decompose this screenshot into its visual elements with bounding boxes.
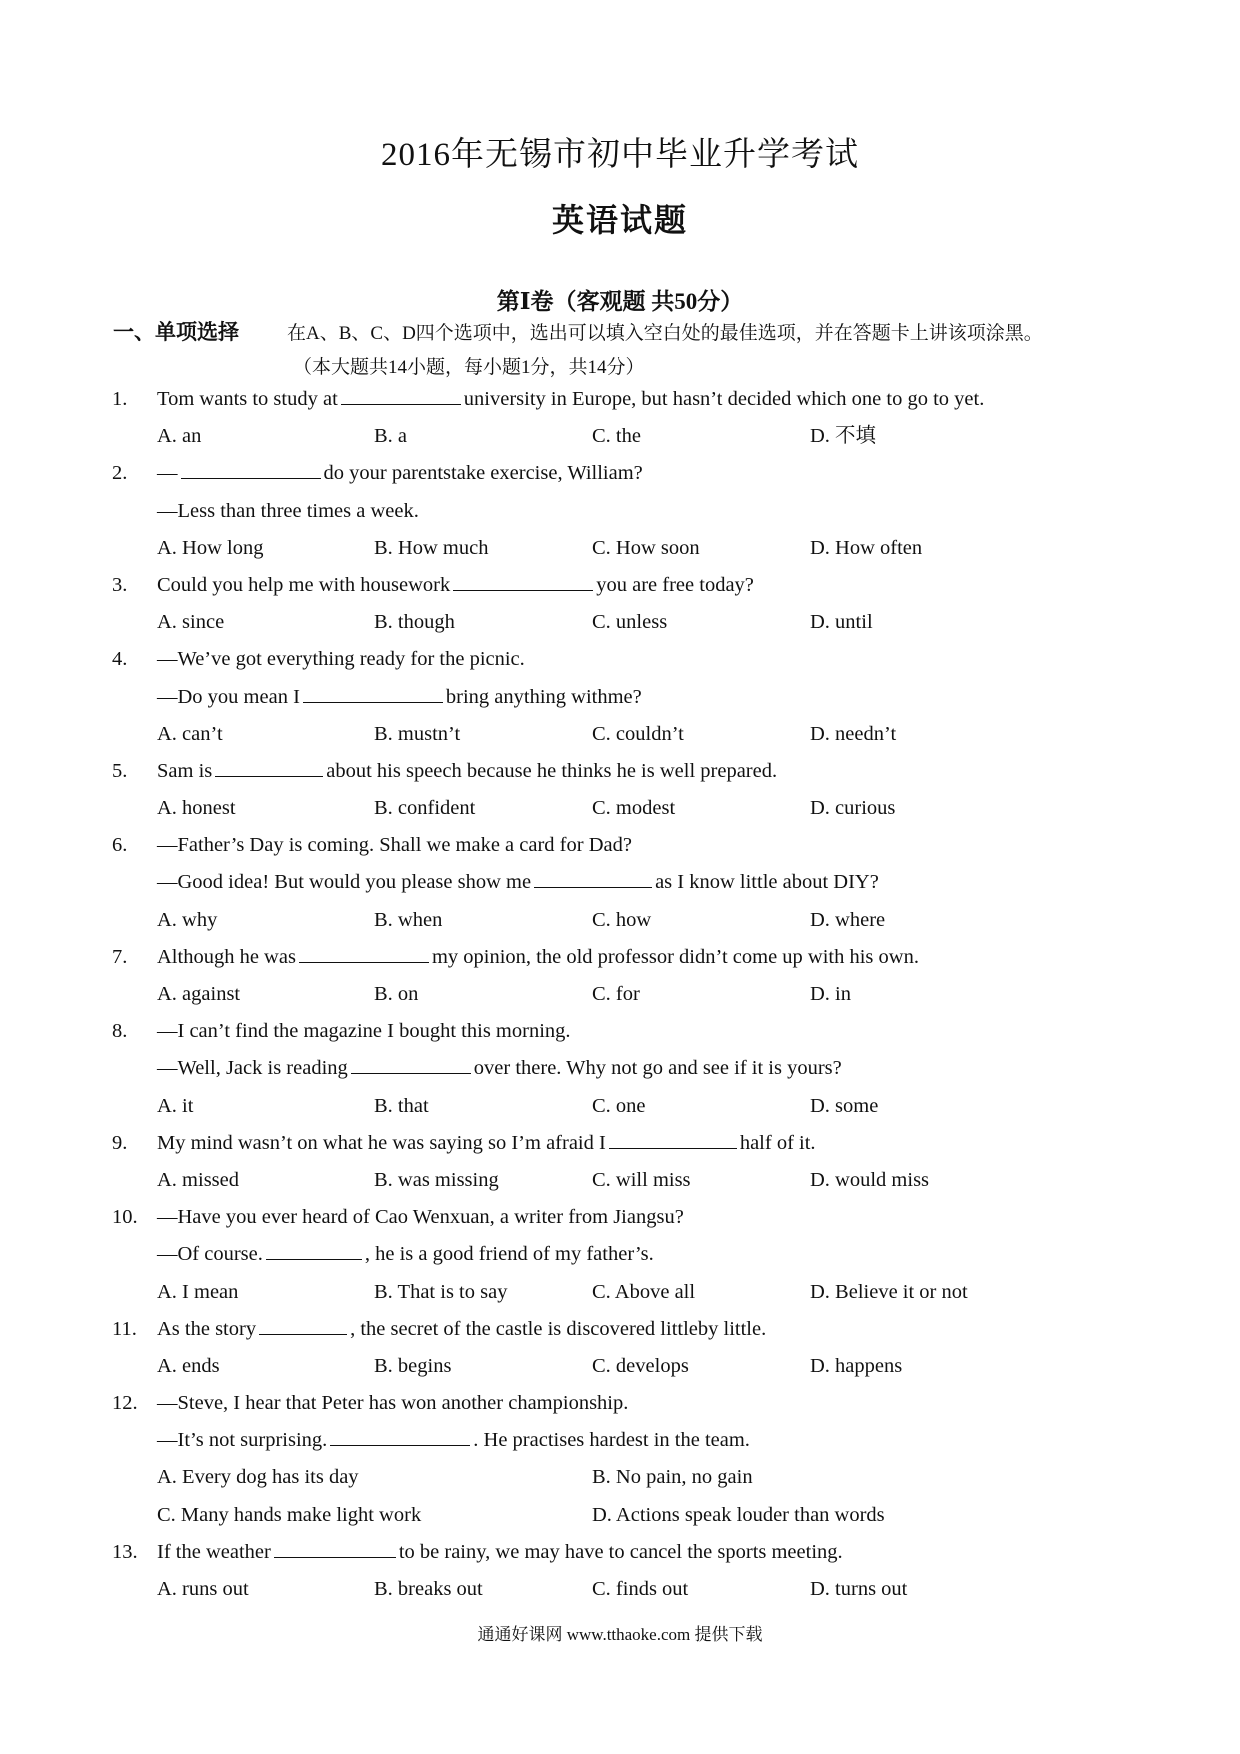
answer-blank: [609, 1147, 737, 1149]
question-line: [0, 1125, 1240, 1162]
question-text: [157, 1534, 843, 1571]
question-text-post: my opinion, the old professor didn’t come up with his own.: [431, 945, 919, 968]
question-text-pre: —We’ve got everything ready for the picnic.: [157, 648, 525, 671]
question-line: [0, 753, 1240, 790]
question-text-pre: Could you help me with housework: [157, 573, 451, 596]
question-line: [0, 641, 1240, 678]
answer-blank: [453, 589, 593, 591]
question-number: 6.: [112, 834, 128, 857]
option-b: B. breaks out: [374, 1578, 483, 1600]
option-d: D. 不填: [810, 425, 877, 448]
option-a: A. How long: [157, 536, 264, 559]
options-row: [0, 716, 1240, 753]
option-d: D. in: [810, 983, 851, 1005]
paper-part-heading: 第Ⅰ卷（客观题 共50分）: [496, 289, 744, 314]
option-d: D. Actions speak louder than words: [592, 1503, 885, 1526]
answer-blank: [274, 1556, 396, 1558]
question-text-pre: —Father’s Day is coming. Shall we make a card for Dad?: [157, 834, 632, 857]
option-b: B. begins: [374, 1354, 452, 1377]
question-text-post: bring anything withme?: [445, 685, 642, 708]
question-text: [157, 493, 419, 530]
option-a: A. an: [157, 425, 202, 448]
question-number: 11.: [112, 1317, 137, 1340]
option-c: C. for: [592, 983, 640, 1005]
option-b: B. though: [374, 611, 455, 634]
option-d: D. would miss: [810, 1168, 930, 1191]
question-text-pre: —It’s not surprising.: [157, 1429, 328, 1452]
option-c: C. couldn’t: [592, 722, 684, 745]
question-line: [0, 1050, 1240, 1087]
question-list: [0, 381, 1240, 1608]
question-line: [0, 1236, 1240, 1273]
options-row: [0, 790, 1240, 827]
section-title: 一、单项选择: [113, 320, 239, 344]
option-c: C. how: [592, 908, 652, 931]
question-text: [157, 1311, 766, 1348]
question-text: [157, 567, 754, 604]
question-line: [0, 1013, 1240, 1050]
question-number: 3.: [112, 573, 128, 596]
option-d: D. some: [810, 1094, 879, 1117]
answer-blank: [341, 403, 461, 405]
option-c: C. finds out: [592, 1578, 689, 1600]
question-text: [157, 827, 632, 864]
option-a: A. against: [157, 983, 241, 1005]
option-c: C. develops: [592, 1354, 689, 1377]
question-text-pre: —I can’t find the magazine I bought this morning.: [157, 1020, 571, 1043]
question-text: [157, 753, 777, 790]
options-row: [0, 1459, 1240, 1496]
option-a: A. honest: [157, 797, 236, 820]
question-text: [157, 939, 919, 976]
question-text: [157, 641, 525, 678]
question-text: [157, 1199, 684, 1236]
answer-blank: [534, 886, 652, 888]
question-text: [157, 864, 879, 901]
option-b: B. confident: [374, 797, 476, 820]
options-row: [0, 976, 1240, 1013]
option-b: B. that: [374, 1094, 429, 1117]
option-c: C. Many hands make light work: [157, 1503, 422, 1526]
option-a: A. missed: [157, 1168, 239, 1191]
question-number: 8.: [112, 1020, 128, 1043]
question-text: [157, 1013, 571, 1050]
question-number: 7.: [112, 945, 128, 968]
question-text: [157, 455, 643, 492]
option-d: D. curious: [810, 797, 896, 820]
question-text: [157, 1125, 816, 1162]
question-line: [0, 827, 1240, 864]
option-c: C. Above all: [592, 1280, 696, 1303]
option-c: C. one: [592, 1094, 646, 1117]
question-number: 9.: [112, 1131, 128, 1154]
question-text-post: do your parentstake exercise, William?: [323, 462, 643, 485]
option-a: A. it: [157, 1094, 194, 1117]
question-text-post: as I know little about DIY?: [655, 871, 879, 894]
option-d: D. where: [810, 908, 886, 931]
question-text-pre: —Steve, I hear that Peter has won another championship.: [157, 1392, 629, 1415]
option-a: A. since: [157, 611, 225, 634]
question-text-pre: —Good idea! But would you please show me: [157, 871, 532, 894]
option-c: C. modest: [592, 797, 676, 820]
question-text-pre: —: [157, 462, 178, 485]
answer-blank: [351, 1072, 471, 1074]
question-text: [157, 679, 642, 716]
question-number: 5.: [112, 759, 128, 782]
question-text: [157, 381, 984, 418]
question-line: [0, 381, 1240, 418]
question-text: [157, 1385, 628, 1422]
options-row: [0, 1497, 1240, 1534]
options-row: [0, 1571, 1240, 1608]
section-instruction: 在A、B、C、D四个选项中，选出可以填入空白处的最佳选项，并在答题卡上讲该项涂黑。: [287, 323, 1043, 344]
question-line: [0, 455, 1240, 492]
option-d: D. needn’t: [810, 722, 897, 745]
exam-title: 2016年无锡市初中毕业升学考试: [381, 137, 859, 173]
option-a: A. runs out: [157, 1578, 249, 1600]
options-row: [0, 1088, 1240, 1125]
options-row: [0, 604, 1240, 641]
answer-blank: [181, 477, 321, 479]
question-text-post: you are free today?: [596, 573, 754, 596]
question-number: 10.: [112, 1206, 138, 1229]
question-text-pre: —Do you mean I: [157, 685, 300, 708]
option-c: C. How soon: [592, 536, 700, 559]
option-b: B. when: [374, 908, 443, 931]
question-text-post: , he is a good friend of my father’s.: [364, 1243, 654, 1266]
question-text-post: to be rainy, we may have to cancel the sports meeting.: [398, 1540, 843, 1563]
question-text-pre: My mind wasn’t on what he was saying so I’m afraid I: [157, 1131, 606, 1154]
option-d: D. happens: [810, 1354, 903, 1377]
page-footer: 通通好课网 www.tthaoke.com 提供下载: [477, 1625, 763, 1644]
question-text: [157, 1422, 750, 1459]
option-a: A. I mean: [157, 1280, 239, 1303]
options-row: [0, 418, 1240, 455]
option-b: B. was missing: [374, 1168, 499, 1191]
answer-blank: [266, 1258, 362, 1260]
question-number: 12.: [112, 1392, 138, 1415]
question-text-post: over there. Why not go and see if it is yours?: [473, 1057, 842, 1080]
question-number: 4.: [112, 648, 128, 671]
question-line: [0, 1422, 1240, 1459]
option-d: D. turns out: [810, 1578, 908, 1600]
option-c: C. unless: [592, 611, 668, 634]
option-d: D. Believe it or not: [810, 1280, 968, 1303]
options-row: [0, 902, 1240, 939]
option-d: D. How often: [810, 536, 923, 559]
option-a: A. can’t: [157, 722, 223, 745]
question-number: 1.: [112, 388, 128, 410]
answer-blank: [303, 701, 443, 703]
question-text-pre: —Less than three times a week.: [157, 499, 419, 522]
options-row: [0, 1274, 1240, 1311]
option-c: C. will miss: [592, 1168, 691, 1191]
option-b: B. on: [374, 983, 419, 1005]
question-text-pre: Sam is: [157, 759, 213, 782]
question-text-pre: If the weather: [157, 1540, 271, 1563]
option-b: B. That is to say: [374, 1280, 508, 1303]
options-row: [0, 1162, 1240, 1199]
question-text-pre: Although he was: [157, 945, 296, 968]
option-b: B. a: [374, 425, 408, 448]
question-line: [0, 1311, 1240, 1348]
option-a: A. why: [157, 908, 218, 931]
option-b: B. No pain, no gain: [592, 1466, 753, 1489]
question-text-pre: —Of course.: [157, 1243, 263, 1266]
question-text-post: university in Europe, but hasn’t decided which one to go to yet.: [463, 388, 985, 410]
question-number: 2.: [112, 462, 128, 485]
option-b: B. How much: [374, 536, 489, 559]
question-line: [0, 1199, 1240, 1236]
question-text-post: . He practises hardest in the team.: [473, 1429, 750, 1452]
question-text-pre: —Have you ever heard of Cao Wenxuan, a writer from Jiangsu?: [157, 1206, 684, 1229]
question-line: [0, 493, 1240, 530]
question-line: [0, 1385, 1240, 1422]
question-text-post: , the secret of the castle is discovered littleby little.: [350, 1317, 767, 1340]
exam-subtitle: 英语试题: [551, 202, 688, 238]
question-line: [0, 679, 1240, 716]
question-line: [0, 567, 1240, 604]
question-line: [0, 1534, 1240, 1571]
answer-blank: [330, 1444, 470, 1446]
option-b: B. mustn’t: [374, 722, 461, 745]
question-text-pre: As the story: [157, 1317, 257, 1340]
answer-blank: [259, 1333, 347, 1335]
option-a: A. Every dog has its day: [157, 1466, 359, 1489]
answer-blank: [299, 961, 429, 963]
question-text-post: about his speech because he thinks he is well prepared.: [326, 759, 778, 782]
answer-blank: [215, 775, 323, 777]
question-text: [157, 1050, 842, 1087]
option-d: D. until: [810, 611, 873, 634]
question-line: [0, 939, 1240, 976]
question-text-pre: Tom wants to study at: [157, 388, 338, 410]
option-a: A. ends: [157, 1354, 220, 1377]
question-line: [0, 864, 1240, 901]
question-text-post: half of it.: [739, 1131, 816, 1154]
options-row: [0, 1348, 1240, 1385]
question-text: [157, 1236, 654, 1273]
question-number: 13.: [112, 1540, 138, 1563]
section-note: （本大题共14小题，每小题1分，共14分）: [293, 357, 645, 378]
option-c: C. the: [592, 425, 641, 448]
question-text-pre: —Well, Jack is reading: [157, 1057, 348, 1080]
options-row: [0, 530, 1240, 567]
